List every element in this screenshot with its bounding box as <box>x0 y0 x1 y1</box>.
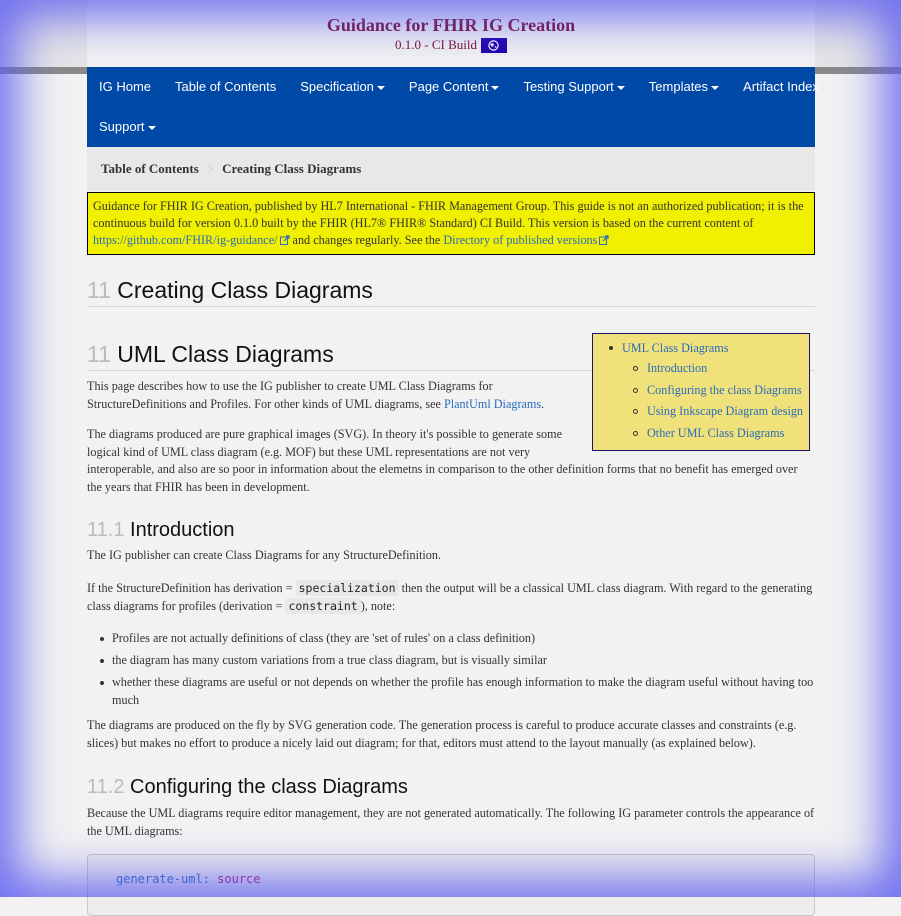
section-title: Introduction <box>130 519 235 541</box>
page-title <box>87 276 815 307</box>
section-number: 11.1 <box>87 519 125 541</box>
breadcrumb-separator: > <box>206 161 215 176</box>
nav-artifact-index[interactable] <box>731 67 831 107</box>
paragraph-text: This page describes how to use the IG publisher to create UML Class Diagrams for StructureDefinitions and Profiles. For other kinds of UML diagrams, see <box>87 379 493 411</box>
nav-specification[interactable] <box>288 67 397 107</box>
page-title-text: Creating Class Diagrams <box>117 277 373 303</box>
toc-link-inkscape[interactable]: Using Inkscape Diagram design <box>647 404 804 418</box>
code-constraint: constraint <box>285 598 360 614</box>
list-item: the diagram has many custom variations from a true class diagram, but is visually similar <box>87 652 815 670</box>
publication-notice <box>87 192 815 255</box>
nav-table-of-contents[interactable] <box>163 67 288 107</box>
section-number: 11 <box>87 277 111 303</box>
nav-label: Specification <box>300 79 374 94</box>
code-key: generate-uml: <box>116 872 210 886</box>
notice-text: and changes regularly. See the <box>289 232 444 247</box>
nav-label: Testing Support <box>523 79 614 94</box>
site-header <box>87 0 815 67</box>
breadcrumb-current: Creating Class Diagrams <box>222 161 362 176</box>
code-line <box>116 872 261 886</box>
section-heading-configuring <box>87 775 815 799</box>
nav-label: IG Home <box>99 79 152 94</box>
caret-down-icon <box>711 86 719 90</box>
toc-subitem <box>622 380 803 402</box>
list-item: Profiles are not actually definitions of class (they are 'set of rules' on a class definition) <box>87 630 815 648</box>
breadcrumb-table-of-contents[interactable]: Table of Contents <box>101 161 199 176</box>
code-block <box>87 854 815 916</box>
paragraph-text: interoperable, and also are so poor in information about the elemetns in comparison to the other definition forms that no benefit has emerged over the years that FHIR has been in development. <box>87 462 798 494</box>
published-versions-link[interactable]: Directory of published versions <box>443 232 598 247</box>
nav-label: Table of Contents <box>175 79 277 94</box>
code-value: source <box>217 872 261 886</box>
paragraph-text: . <box>541 396 545 411</box>
svg-paragraph <box>87 426 815 496</box>
site-title: Guidance for FHIR IG Creation <box>326 15 576 35</box>
nav-ig-home[interactable] <box>87 67 163 107</box>
globe-icon <box>488 40 499 51</box>
paragraph-text: If the StructureDefinition has derivation = <box>87 581 296 595</box>
breadcrumb <box>87 147 815 191</box>
code-specialization: specialization <box>296 580 399 596</box>
toc-subitem <box>622 358 803 380</box>
nav-testing-support[interactable] <box>511 67 636 107</box>
section-number: 11.2 <box>87 776 125 798</box>
nav-label: Artifact Index <box>743 79 819 94</box>
ci-build-badge[interactable] <box>481 38 507 53</box>
version-label: 0.1.0 - CI Build <box>395 37 477 52</box>
toc-link-introduction[interactable]: Introduction <box>647 361 708 375</box>
toc-link-uml-class-diagrams[interactable]: UML Class Diagrams <box>622 341 729 355</box>
caret-down-icon <box>617 86 625 90</box>
caret-down-icon <box>148 126 156 130</box>
page-container <box>87 0 819 897</box>
derivation-paragraph <box>87 580 815 615</box>
caret-down-icon <box>377 86 385 90</box>
external-link-icon <box>599 235 609 245</box>
notes-list <box>87 630 815 714</box>
nav-label: Support <box>99 119 145 134</box>
external-link-icon <box>280 235 290 245</box>
nav-support[interactable] <box>87 107 168 147</box>
paragraph-text: then the output will be a classical UML class diagram. With regard to the generating class diagrams for profiles (derivation = <box>87 581 813 613</box>
intro-paragraph: The IG publisher can create Class Diagrams for any StructureDefinition. <box>87 548 441 562</box>
nav-page-content[interactable] <box>397 67 512 107</box>
nav-label: Page Content <box>408 79 489 94</box>
notice-text: Guidance for FHIR IG Creation, published by HL7 International - FHIR Management Group. This guide is not an authorized publication; it is the continuous build for version 0.1.0 built by the FHIR (HL7® FHIR® Standard) CI Build. This version is based on the current content of <box>93 199 804 230</box>
toc-link-configuring[interactable]: Configuring the class Diagrams <box>647 382 802 397</box>
list-item: whether these diagrams are useful or not depends on whether the profile has enough information to make the diagram useful without having too much <box>87 674 815 709</box>
config-paragraph: Because the UML diagrams require editor management, they are not generated automatically. The following IG parameter controls the appearance of the UML diagrams: <box>87 806 815 838</box>
site-version <box>87 37 815 53</box>
section-heading-introduction <box>87 518 815 542</box>
plantuml-link[interactable]: PlantUml Diagrams <box>443 396 542 411</box>
section-title: Configuring the class Diagrams <box>130 776 408 798</box>
nav-label: Templates <box>648 79 709 94</box>
paragraph-line: The diagrams produced are pure graphical images (SVG). In theory it's possible to generate some <box>87 427 562 441</box>
paragraph-line: logical kind of UML class diagram (e.g. MOF) but these UML representations are not very <box>87 444 531 459</box>
github-link[interactable]: https://github.com/FHIR/ig-guidance/ <box>93 232 278 247</box>
caret-down-icon <box>491 86 499 90</box>
toc-link-other-uml[interactable]: Other UML Class Diagrams <box>647 425 785 440</box>
toc-subitem <box>622 401 803 423</box>
nav-templates[interactable] <box>637 67 731 107</box>
section-number: 11 <box>87 341 111 367</box>
section-title: UML Class Diagrams <box>117 341 334 367</box>
uml-intro-paragraph <box>87 378 592 413</box>
main-navbar <box>87 67 819 147</box>
generation-paragraph: The diagrams are produced on the fly by SVG generation code. The generation process is careful to produce accurate classes and constraints (e.g. slices) but makes no effort to produce a nicely laid out diagram; for that, editors must attend to the layout manually (as explained below). <box>87 718 797 750</box>
paragraph-text: ), note: <box>360 598 396 613</box>
